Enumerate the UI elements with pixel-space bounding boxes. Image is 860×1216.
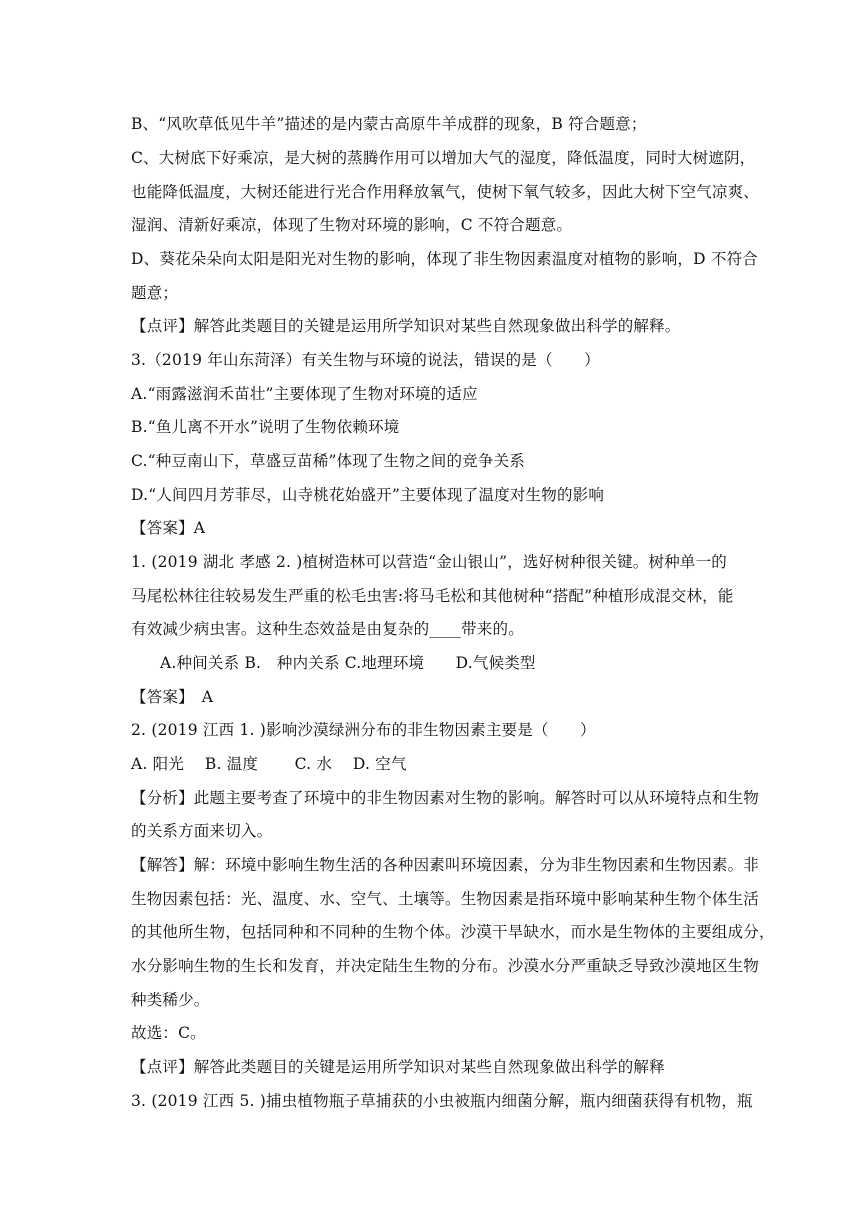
text-line: 1. (2019 湖北 孝感 2. )植树造林可以营造“金山银山”，选好树种很关键。树种单一的 [131,553,728,571]
text-line: 马尾松林往往较易发生严重的松毛虫害:将马毛松和其他树种“搭配”种植形成混交林，能 [131,587,734,605]
text-line: 题意； [131,284,179,302]
text-line: C.“种豆南山下，草盛豆苗稀”体现了生物之间的竞争关系 [131,452,525,470]
text-line: 的其他所生物，包括同种和不同种的生物个体。沙漠干旱缺水，而水是生物体的主要组成分， [131,923,775,941]
text-line: 【分析】此题主要考查了环境中的非生物因素对生物的影响。解答时可以从环境特点和生物 [131,789,760,807]
text-line: B.“鱼儿离不开水”说明了生物依赖环境 [131,418,400,436]
options-line: A.种间关系 B. 种内关系 C.地理环境 D.气候类型 [160,654,536,672]
text-line: D、葵花朵朵向太阳是阳光对生物的影响，体现了非生物因素温度对植物的影响，D 不符合 [131,250,758,268]
text-line: 水分影响生物的生长和发育，并决定陆生生物的分布。沙漠水分严重缺乏导致沙漠地区生物 [131,957,760,975]
text-line: B、“风吹草低见牛羊”描述的是内蒙古高原牛羊成群的现象，B 符合题意； [131,115,647,133]
text-line: 也能降低温度，大树还能进行光合作用释放氧气，使树下氧气较多，因此大树下空气凉爽、 [131,183,760,201]
options-line: A. 阳光 B. 温度 C. 水 D. 空气 [131,755,407,773]
text-line: 【点评】解答此类题目的关键是运用所学知识对某些自然现象做出科学的解释 [131,1058,665,1076]
answer-line: 【答案】A [131,519,206,537]
text-line: 的关系方面来切入。 [131,822,273,840]
text-line: 有效减少病虫害。这种生态效益是由复杂的____带来的。 [131,620,524,638]
text-line: C、大树底下好乘凉，是大树的蒸腾作用可以增加大气的湿度，降低温度，同时大树遮阴， [131,149,756,167]
text-line: D.“人间四月芳菲尽，山寺桃花始盛开”主要体现了温度对生物的影响 [131,486,605,504]
text-line: 湿润、清新好乘凉，体现了生物对环境的影响，C 不符合题意。 [131,216,573,234]
text-line: 【解答】解：环境中影响生物生活的各种因素叫环境因素，分为非生物因素和生物因素。非 [131,856,760,874]
text-line: 2. (2019 江西 1. )影响沙漠绿洲分布的非生物因素主要是（ ） [131,721,596,739]
text-line: A.“雨露滋润禾苗壮”主要体现了生物对环境的适应 [131,385,478,403]
text-line: 种类稀少。 [131,991,210,1009]
text-line: 3. (2019 江西 5. )捕虫植物瓶子草捕获的小虫被瓶内细菌分解，瓶内细菌获得有机物，瓶 [131,1092,753,1110]
text-line: 3.（2019 年山东菏泽）有关生物与环境的说法，错误的是（ ） [131,351,600,369]
text-line: 生物因素包括：光、温度、水、空气、土壤等。生物因素是指环境中影响某种生物个体生活 [131,890,760,908]
text-line: 【点评】解答此类题目的关键是运用所学知识对某些自然现象做出科学的解释。 [131,317,681,335]
text-line: 故选：C。 [131,1024,206,1042]
answer-line: 【答案】 A [131,688,214,706]
